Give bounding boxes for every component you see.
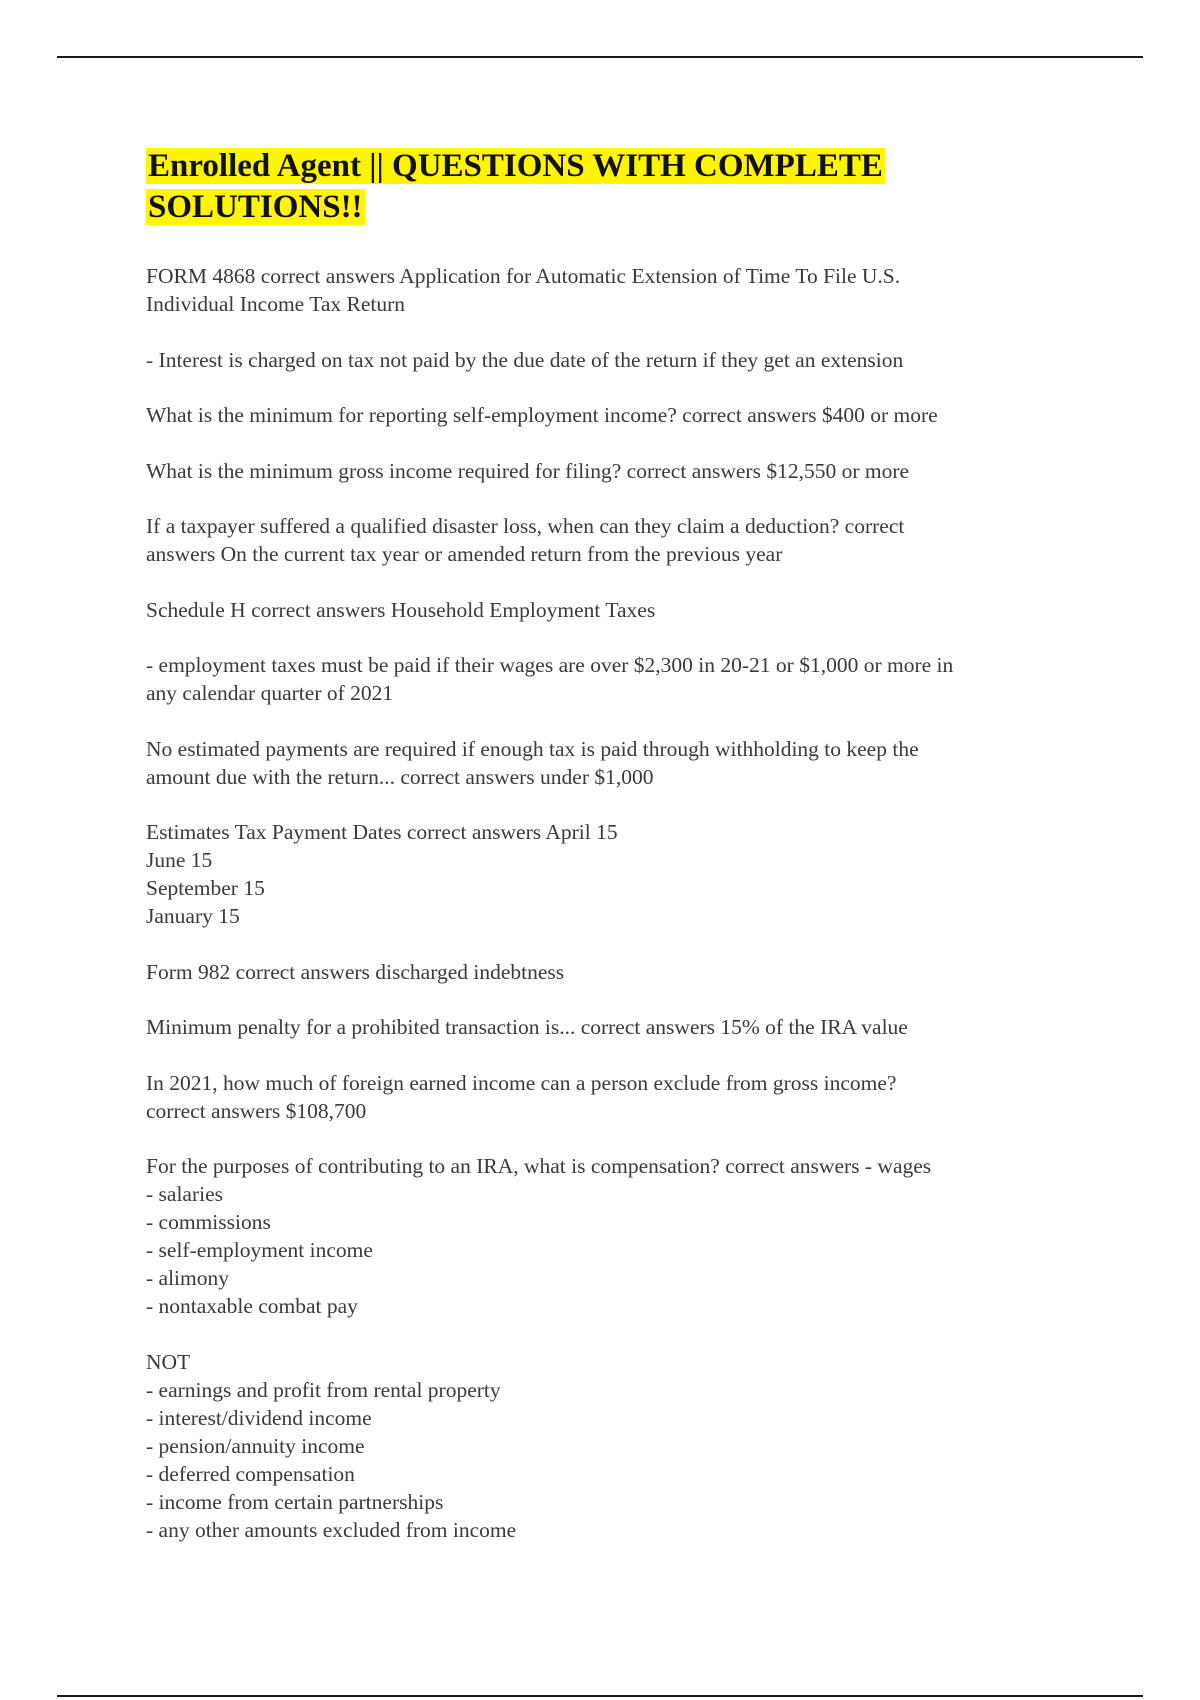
qa-paragraph: In 2021, how much of foreign earned income can a person exclude from gross income? correct answers $108,700: [146, 1070, 897, 1123]
document-title: [146, 146, 1086, 228]
qa-paragraph: For the purposes of contributing to an IRA, what is compensation? correct answers - wages - salaries - commissions - self-employment income - alimony - nontaxable combat pay: [146, 1154, 932, 1318]
qa-paragraph: If a taxpayer suffered a qualified disaster loss, when can they claim a deduction? correct answers On the current tax year or amended return from the previous year: [146, 514, 905, 566]
qa-paragraph: What is the minimum for reporting self-employment income? correct answers $400 or more: [146, 403, 938, 427]
document-title-highlight: Enrolled Agent || QUESTIONS WITH COMPLETE SOLUTIONS!!: [148, 148, 883, 225]
document-content: [146, 146, 1086, 1571]
bottom-rule: [57, 1695, 1143, 1697]
qa-paragraph: No estimated payments are required if enough tax is paid through withholding to keep the amount due with the return... correct answers under $1,000: [146, 736, 919, 789]
qa-paragraph: FORM 4868 correct answers Application for Automatic Extension of Time To File U.S. Individual Income Tax Return: [146, 264, 901, 316]
qa-paragraph: - Interest is charged on tax not paid by the due date of the return if they get an extension: [146, 347, 904, 372]
top-rule: [57, 56, 1143, 58]
qa-paragraph: Schedule H correct answers Household Employment Taxes: [146, 597, 656, 622]
qa-paragraph: What is the minimum gross income required for filing? correct answers $12,550 or more: [146, 458, 910, 483]
qa-paragraph: Minimum penalty for a prohibited transaction is... correct answers 15% of the IRA value: [146, 1015, 908, 1039]
qa-paragraph: Estimates Tax Payment Dates correct answers April 15 June 15 September 15 January 15: [146, 820, 618, 928]
qa-paragraph: - employment taxes must be paid if their wages are over $2,300 in 20-21 or $1,000 or more in any calendar quarter of 2021: [146, 653, 954, 705]
qa-paragraph: NOT - earnings and profit from rental property - interest/dividend income - pension/annuity income - deferred compensation - income from certain partnerships - any other amounts excluded from income: [146, 1349, 517, 1542]
qa-paragraph: Form 982 correct answers discharged indebtness: [146, 959, 565, 984]
